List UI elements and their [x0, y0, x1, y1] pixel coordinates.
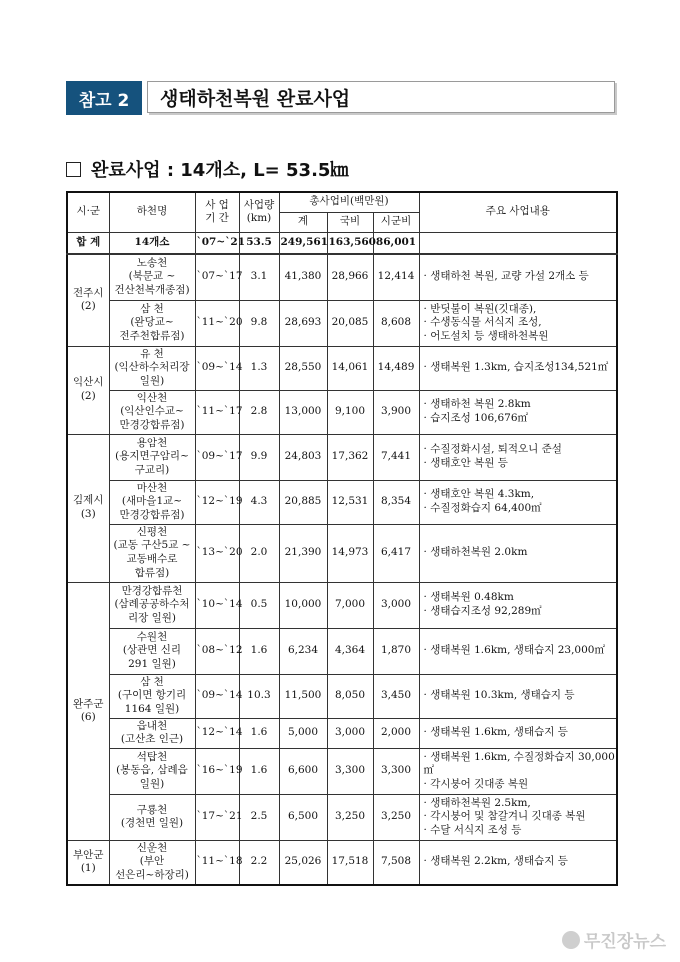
cell-total: 21,390 — [279, 524, 327, 582]
cell-period: `10~`14 — [195, 582, 239, 628]
cell-local: 8,608 — [373, 300, 419, 346]
col-city: 시·군 — [67, 192, 109, 232]
cell-total: 24,803 — [279, 434, 327, 480]
cell-content: · 생태복원 1.6km, 생태습지 등 — [419, 718, 617, 748]
cell-local: 3,900 — [373, 390, 419, 434]
cell-period: `07~`17 — [195, 254, 239, 300]
cell-period: `11~`20 — [195, 300, 239, 346]
cell-stream: 삼 천 (완당교~ 전주천합류점) — [109, 300, 195, 346]
cell-length: 10.3 — [239, 674, 279, 718]
cell-period: `08~`12 — [195, 628, 239, 674]
cell-total: 6,234 — [279, 628, 327, 674]
checkbox-icon — [66, 162, 81, 177]
cell-city: 부안군 (1) — [67, 840, 109, 884]
watermark-text: 무진장뉴스 — [583, 932, 666, 952]
cell-period: `11~`17 — [195, 390, 239, 434]
cell-national: 4,364 — [327, 628, 373, 674]
total-length: 53.5 — [239, 232, 279, 254]
cell-content: · 생태복원 10.3km, 생태습지 등 — [419, 674, 617, 718]
table-row — [67, 794, 617, 840]
cell-national: 3,300 — [327, 748, 373, 794]
cell-stream: 노송천 (북문교 ~ 건산천복개종점) — [109, 254, 195, 300]
col-content: 주요 사업내용 — [419, 192, 617, 232]
cell-total: 5,000 — [279, 718, 327, 748]
cell-stream: 마산천 (새마을1교~ 만경강합류점) — [109, 480, 195, 524]
summary-text: 완료사업 : 14개소, L= 53.5㎞ — [91, 160, 349, 181]
cell-length: 3.1 — [239, 254, 279, 300]
cell-local: 7,508 — [373, 840, 419, 884]
table-row — [67, 254, 617, 300]
cell-length: 2.2 — [239, 840, 279, 884]
cell-stream: 삼 천 (구이면 항기리 1164 일원) — [109, 674, 195, 718]
table-row — [67, 434, 617, 480]
cell-stream: 수원천 (상관면 신리 291 일원) — [109, 628, 195, 674]
cell-length: 1.6 — [239, 718, 279, 748]
cell-length: 9.8 — [239, 300, 279, 346]
cell-stream: 유 천 (익산하수처리장 일원) — [109, 346, 195, 390]
cell-city: 익산시 (2) — [67, 346, 109, 434]
cell-content: · 생태복원 2.2km, 생태습지 등 — [419, 840, 617, 884]
cell-city: 완주군 (6) — [67, 582, 109, 840]
cell-local: 3,000 — [373, 582, 419, 628]
cell-length: 1.6 — [239, 628, 279, 674]
cell-length: 2.5 — [239, 794, 279, 840]
total-local: 86,001 — [373, 232, 419, 254]
total-row — [67, 232, 617, 254]
col-total: 계 — [279, 212, 327, 232]
cell-national: 14,973 — [327, 524, 373, 582]
col-local: 시군비 — [373, 212, 419, 232]
cell-local: 2,000 — [373, 718, 419, 748]
summary-line — [66, 156, 348, 182]
col-stream: 하천명 — [109, 192, 195, 232]
cell-period: `12~`19 — [195, 480, 239, 524]
cell-content: · 생태하천복원 2.0km — [419, 524, 617, 582]
cell-content: · 생태복원 1.3km, 습지조성134,521㎡ — [419, 346, 617, 390]
cell-total: 13,000 — [279, 390, 327, 434]
table-row — [67, 524, 617, 582]
section-title: 생태하천복원 완료사업 — [147, 81, 615, 113]
cell-period: `09~`14 — [195, 346, 239, 390]
cell-content: · 생태복원 1.6km, 생태습지 23,000㎡ — [419, 628, 617, 674]
cell-period: `11~`18 — [195, 840, 239, 884]
total-label: 합 계 — [67, 232, 109, 254]
watermark — [562, 927, 666, 952]
table-row — [67, 300, 617, 346]
table-row — [67, 480, 617, 524]
cell-national: 9,100 — [327, 390, 373, 434]
cell-stream: 만경강합류천 (삼례공공하수처 리장 일원) — [109, 582, 195, 628]
cell-content: · 반딧불이 복원(깃대종), · 수생동식물 서식지 조성, · 어도설치 등 생태하천복원 — [419, 300, 617, 346]
cell-stream: 신운천 (부안 선은리~하장리) — [109, 840, 195, 884]
table-row — [67, 748, 617, 794]
cell-national: 20,085 — [327, 300, 373, 346]
cell-length: 1.6 — [239, 748, 279, 794]
cell-local: 3,300 — [373, 748, 419, 794]
project-table — [66, 191, 618, 886]
cell-total: 6,500 — [279, 794, 327, 840]
cell-period: `09~`17 — [195, 434, 239, 480]
cell-total: 41,380 — [279, 254, 327, 300]
cell-length: 1.3 — [239, 346, 279, 390]
cell-local: 12,414 — [373, 254, 419, 300]
cell-total: 25,026 — [279, 840, 327, 884]
cell-city: 김제시 (3) — [67, 434, 109, 582]
cell-local: 6,417 — [373, 524, 419, 582]
total-total: 249,561 — [279, 232, 327, 254]
cell-content: · 생태호안 복원 4.3km, · 수질정화습지 64,400㎡ — [419, 480, 617, 524]
cell-length: 0.5 — [239, 582, 279, 628]
cell-national: 3,000 — [327, 718, 373, 748]
cell-total: 6,600 — [279, 748, 327, 794]
cell-content: · 생태복원 0.48km · 생태습지조성 92,289㎡ — [419, 582, 617, 628]
total-national: 163,560 — [327, 232, 373, 254]
table-row — [67, 840, 617, 884]
cell-period: `13~`20 — [195, 524, 239, 582]
cell-national: 28,966 — [327, 254, 373, 300]
cell-total: 28,693 — [279, 300, 327, 346]
cell-stream: 익산천 (익산인수교~ 만경강합류점) — [109, 390, 195, 434]
cell-stream: 신평천 (교동 구산5교 ~ 교동배수로 합류점) — [109, 524, 195, 582]
cell-local: 3,450 — [373, 674, 419, 718]
cell-total: 11,500 — [279, 674, 327, 718]
cell-national: 17,518 — [327, 840, 373, 884]
cell-period: `17~`21 — [195, 794, 239, 840]
cell-national: 7,000 — [327, 582, 373, 628]
cell-period: `09~`14 — [195, 674, 239, 718]
cell-national: 12,531 — [327, 480, 373, 524]
cell-total: 10,000 — [279, 582, 327, 628]
cell-length: 2.0 — [239, 524, 279, 582]
cell-content: · 수질정화시설, 퇴적오니 준설 · 생태호안 복원 등 — [419, 434, 617, 480]
cell-length: 2.8 — [239, 390, 279, 434]
cell-length: 9.9 — [239, 434, 279, 480]
watermark-logo-icon — [562, 931, 580, 949]
cell-total: 28,550 — [279, 346, 327, 390]
table-row — [67, 674, 617, 718]
cell-local: 8,354 — [373, 480, 419, 524]
cell-local: 14,489 — [373, 346, 419, 390]
cell-period: `12~`14 — [195, 718, 239, 748]
cell-stream: 구룡천 (경천면 일원) — [109, 794, 195, 840]
col-national: 국비 — [327, 212, 373, 232]
cell-stream: 읍내천 (고산초 인근) — [109, 718, 195, 748]
cell-content: · 생태하천 복원 2.8km · 습지조성 106,676㎡ — [419, 390, 617, 434]
col-length: 사업량 (km) — [239, 192, 279, 232]
total-period: `07~`21 — [195, 232, 239, 254]
cell-total: 20,885 — [279, 480, 327, 524]
cell-national: 8,050 — [327, 674, 373, 718]
table-row — [67, 346, 617, 390]
cell-content: · 생태하천복원 2.5km, · 각시붕어 및 참갈겨니 깃대종 복원 · 수달 서식지 조성 등 — [419, 794, 617, 840]
cell-city: 전주시 (2) — [67, 254, 109, 346]
table-row — [67, 390, 617, 434]
cell-content: · 생태복원 1.6km, 수질정화습지 30,000 ㎡ · 각시붕어 깃대종 복원 — [419, 748, 617, 794]
cell-local: 7,441 — [373, 434, 419, 480]
section-tag: 참고 2 — [66, 81, 142, 115]
table-row — [67, 718, 617, 748]
cell-local: 3,250 — [373, 794, 419, 840]
table-row — [67, 628, 617, 674]
cell-national: 17,362 — [327, 434, 373, 480]
cell-local: 1,870 — [373, 628, 419, 674]
cell-stream: 석탑천 (봉동읍, 삼례읍 일원) — [109, 748, 195, 794]
col-budget: 총사업비(백만원) — [279, 192, 419, 212]
cell-stream: 용암천 (용지면구암리~ 구교리) — [109, 434, 195, 480]
total-stream: 14개소 — [109, 232, 195, 254]
cell-national: 3,250 — [327, 794, 373, 840]
cell-period: `16~`19 — [195, 748, 239, 794]
table-row — [67, 582, 617, 628]
total-content — [419, 232, 617, 254]
cell-national: 14,061 — [327, 346, 373, 390]
cell-content: · 생태하천 복원, 교량 가설 2개소 등 — [419, 254, 617, 300]
cell-length: 4.3 — [239, 480, 279, 524]
col-period: 사 업 기 간 — [195, 192, 239, 232]
